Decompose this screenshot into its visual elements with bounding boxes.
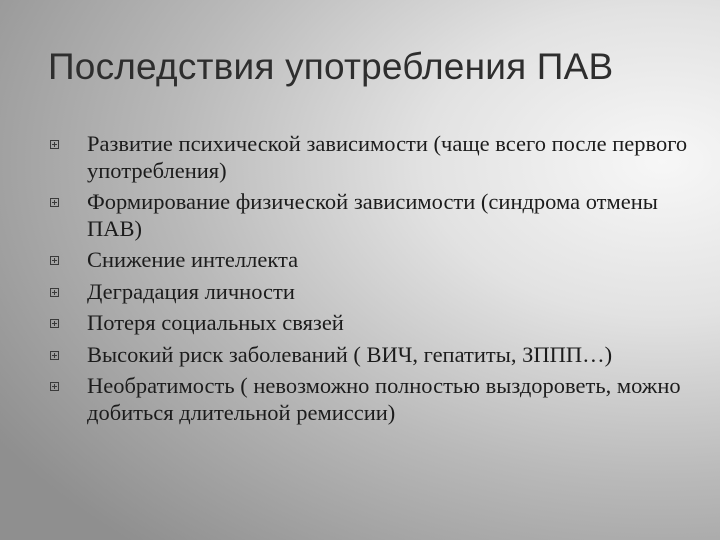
bullet-item	[50, 131, 700, 184]
slide-title: Последствия употребления ПАВ	[48, 46, 614, 87]
bullet-item	[50, 247, 700, 274]
bullet-text: Деградация личности	[87, 278, 295, 304]
square-plus-icon	[50, 140, 59, 149]
square-plus-icon	[50, 319, 59, 328]
bullet-text: Формирование физической зависимости (синдрома отмены ПАВ)	[87, 189, 658, 241]
bullet-text: Потеря социальных связей	[87, 310, 344, 335]
bullet-text: Необратимость ( невозможно полностью выздороветь, можно добиться длительной ремиссии)	[87, 373, 681, 425]
square-plus-icon	[50, 198, 59, 207]
bullet-text: Высокий риск заболеваний ( ВИЧ, гепатиты, ЗППП…)	[87, 341, 613, 367]
square-plus-icon	[50, 256, 59, 265]
bullet-text: Развитие психической зависимости (чаще всего после первого употребления)	[87, 131, 688, 183]
square-plus-icon	[50, 351, 59, 360]
bullet-item	[50, 189, 700, 242]
bullet-item	[50, 279, 700, 306]
bullet-item	[50, 310, 700, 337]
square-plus-icon	[50, 288, 59, 297]
bullet-item	[50, 342, 700, 369]
bullet-list	[50, 131, 700, 431]
bullet-text: Снижение интеллекта	[87, 247, 299, 272]
square-plus-icon	[50, 382, 59, 391]
bullet-item	[50, 373, 700, 426]
